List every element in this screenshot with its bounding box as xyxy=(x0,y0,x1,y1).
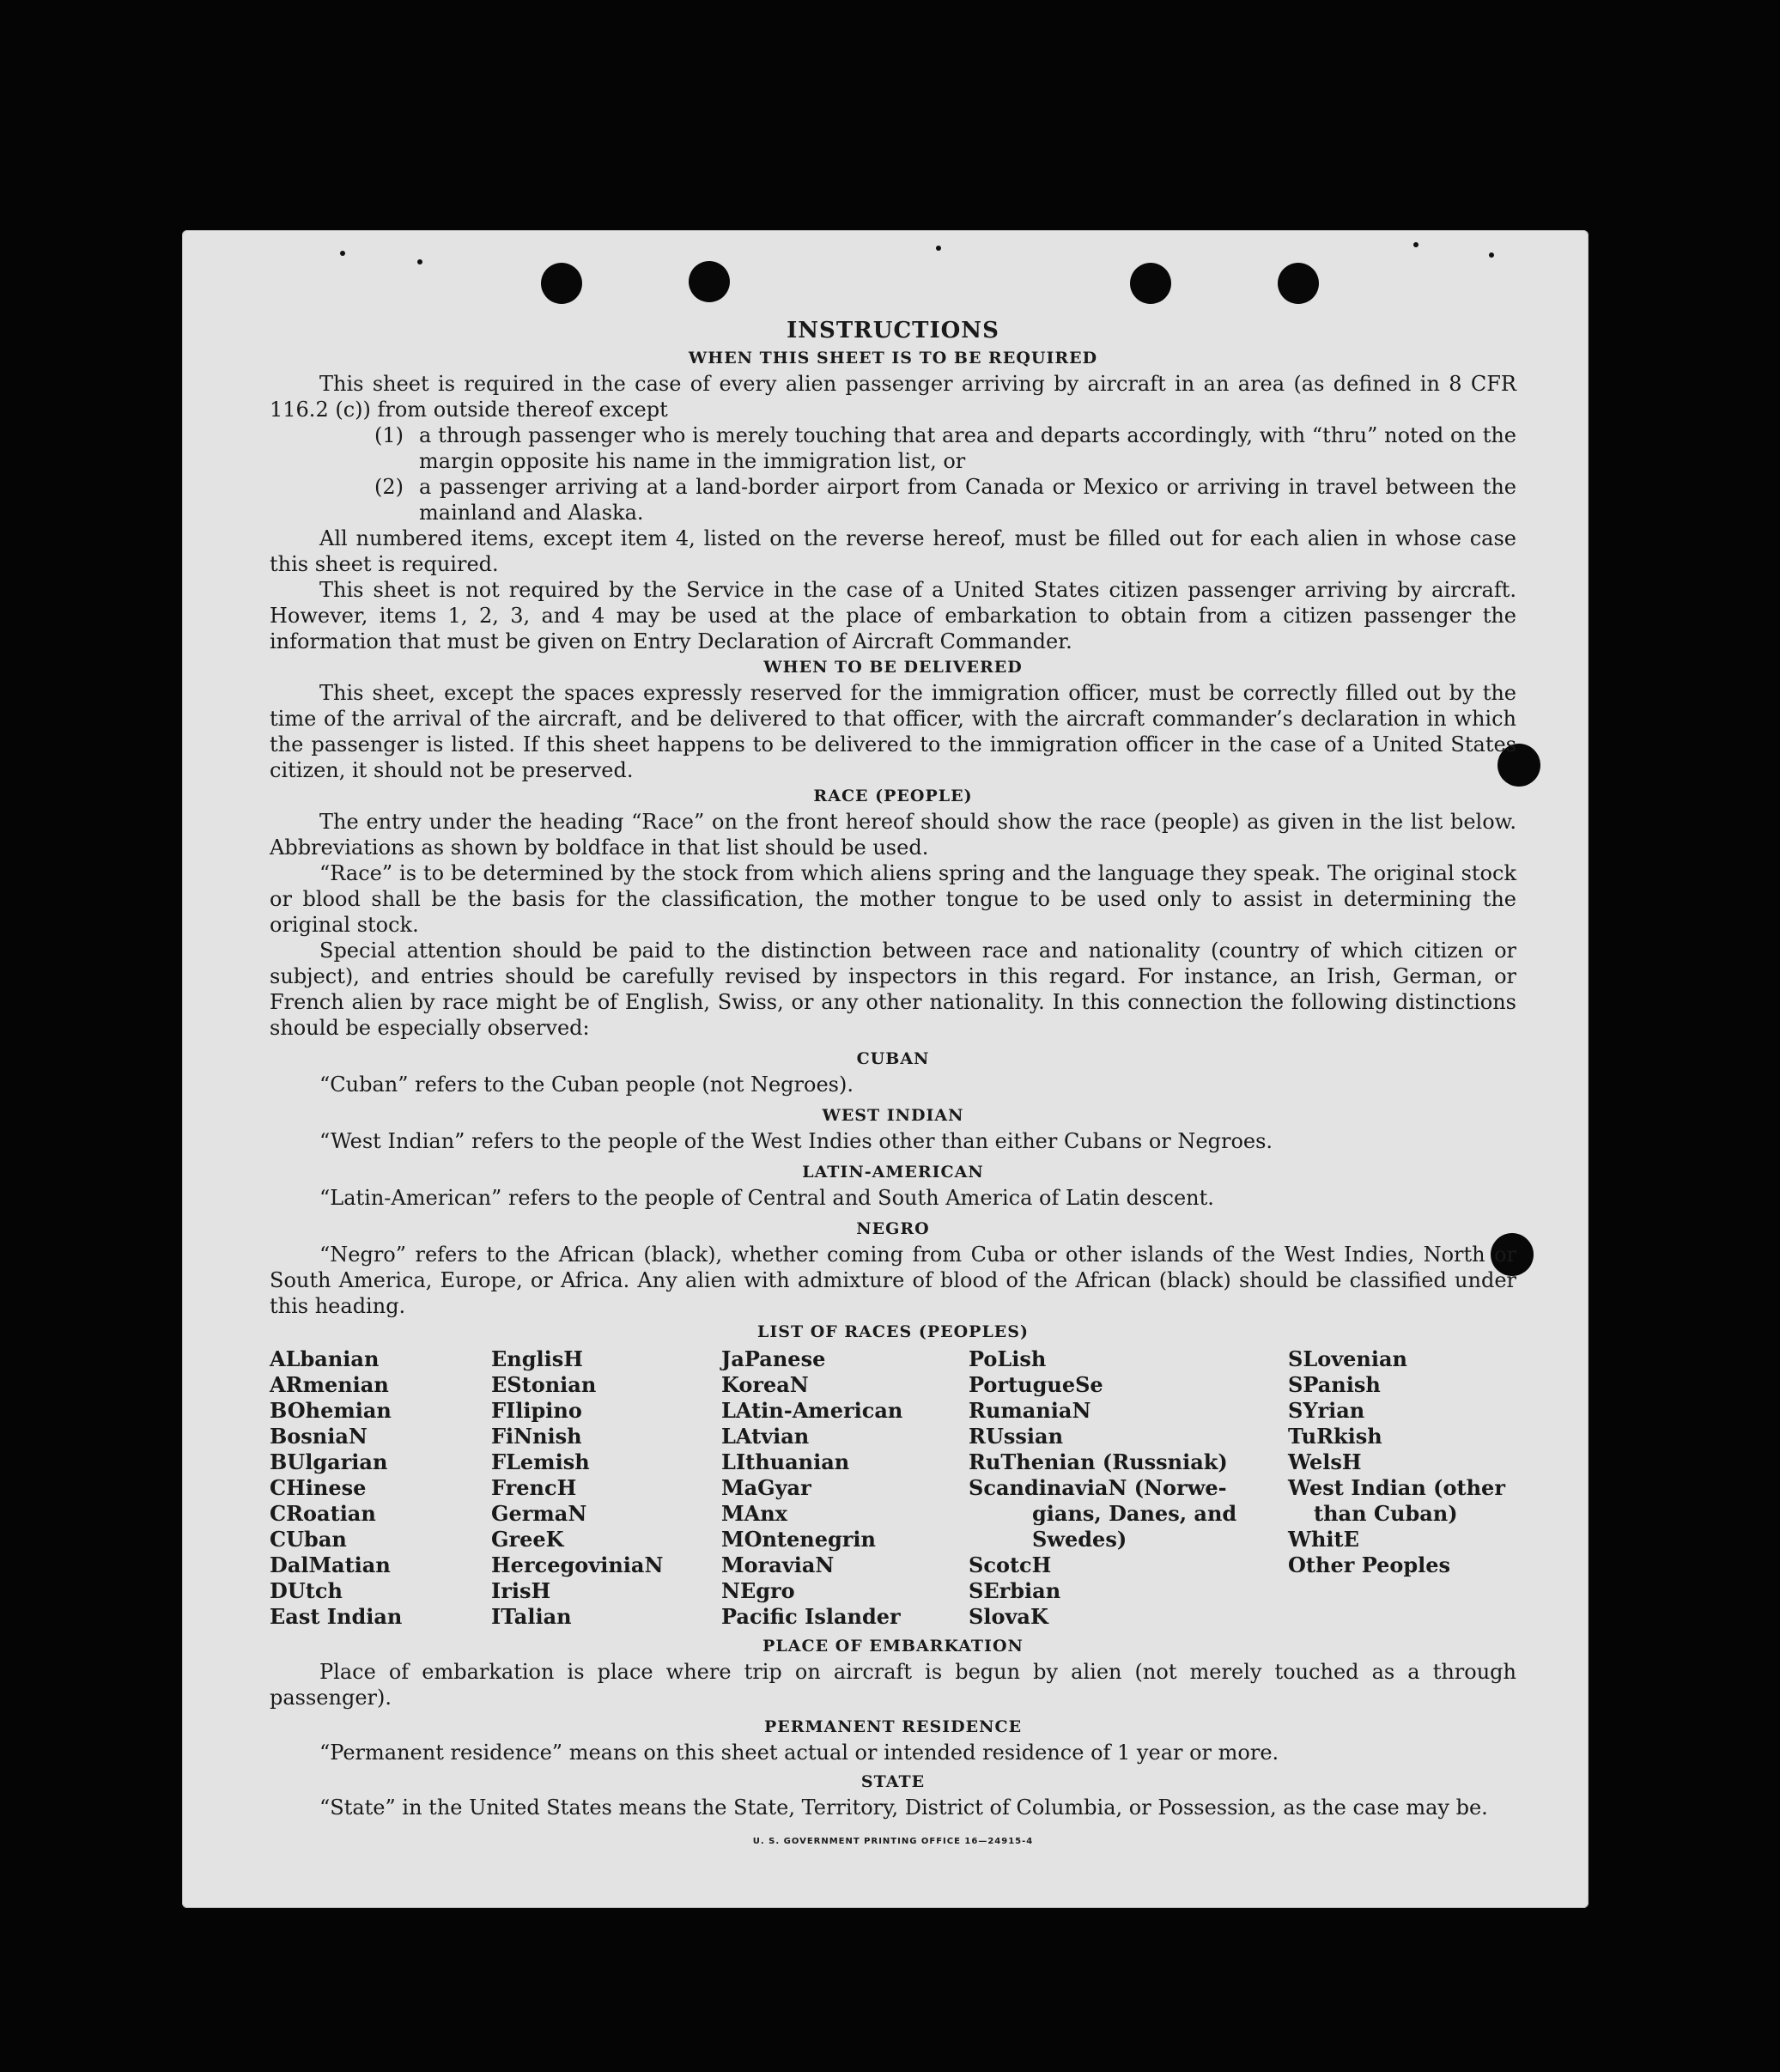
section-heading: PLACE OF EMBARKATION xyxy=(762,1637,1024,1656)
race-entry: PoLish xyxy=(969,1346,1047,1371)
race-entry: RUssian xyxy=(969,1424,1064,1449)
speck xyxy=(1489,252,1494,258)
race-entry: Pacific Islander xyxy=(721,1604,901,1629)
race-entry: MOntenegrin xyxy=(721,1527,876,1552)
race-entry: IrisH xyxy=(491,1578,551,1603)
race-entry: KoreaN xyxy=(721,1372,809,1397)
race-entry: FIlipino xyxy=(491,1398,582,1423)
speck xyxy=(1413,242,1419,247)
race-entry: ScotcH xyxy=(969,1552,1052,1577)
race-entry: DUtch xyxy=(270,1578,343,1603)
race-entry: EStonian xyxy=(491,1372,597,1397)
race-entry: MAnx xyxy=(721,1501,787,1526)
race-entry: MaGyar xyxy=(721,1475,811,1500)
race-entry: GermaN xyxy=(491,1501,587,1526)
paragraph: “State” in the United States means the State, Territory, District of Columbia, or Possession, as the case may be. xyxy=(319,1796,1488,1820)
paragraph: This sheet is not required by the Service in the case of a United States citizen passenger arriving by aircraft. However, items 1, 2, 3, and 4 may be used at the place of embarkation to obtain from a citizen passenger the information that must be given on Entry Declaration of Aircraft Commander. xyxy=(270,578,1516,653)
race-entry: West Indian (other xyxy=(1288,1475,1505,1500)
punch-hole xyxy=(689,261,730,302)
race-entry: CUban xyxy=(270,1527,347,1552)
race-entry: FLemish xyxy=(491,1449,590,1474)
race-entry: LIthuanian xyxy=(721,1449,850,1474)
paragraph: “Permanent residence” means on this sheet actual or intended residence of 1 year or more. xyxy=(319,1741,1279,1765)
paragraph: “Cuban” refers to the Cuban people (not Negroes). xyxy=(319,1072,854,1097)
paragraph: This sheet, except the spaces expressly reserved for the immigration officer, must be correctly filled out by the time of the arrival of the aircraft, and be delivered to that officer, with the aircraft commander’s declaration in which the passenger is listed. If this sheet happens to be delivered to the immigration officer in the case of a United States citizen, it should not be preserved. xyxy=(270,681,1516,782)
race-entry: Other Peoples xyxy=(1288,1552,1451,1577)
item-text: a through passenger who is merely touching that area and departs accordingly, with “thru” noted on the margin opposite his name in the immigration list, or xyxy=(419,423,1516,473)
section-heading: CUBAN xyxy=(856,1049,930,1068)
item-text: a passenger arriving at a land-border airport from Canada or Mexico or arriving in travel between the mainland and Alaska. xyxy=(419,475,1516,525)
paragraph: This sheet is required in the case of every alien passenger arriving by aircraft in an area (as defined in 8 CFR 116.2 (c)) from outside thereof except xyxy=(270,372,1516,422)
paragraph: Special attention should be paid to the distinction between race and nationality (country of which citizen or subject), and entries should be carefully revised by inspectors in this regard. For instance, an Irish, German, or French alien by race might be of English, Swiss, or any other nationality. In this connection the following distinctions should be especially observed: xyxy=(270,939,1516,1040)
race-entry: CHinese xyxy=(270,1475,367,1500)
race-entry: SlovaK xyxy=(969,1604,1048,1629)
race-entry: HercegoviniaN xyxy=(491,1552,664,1577)
race-entry: FiNnish xyxy=(491,1424,582,1449)
punch-hole xyxy=(1130,263,1171,304)
race-column xyxy=(270,1346,491,1630)
section-heading: WHEN TO BE DELIVERED xyxy=(763,658,1023,677)
race-entry: MoraviaN xyxy=(721,1552,835,1577)
race-entry: FrencH xyxy=(491,1475,577,1500)
race-entry: BosniaN xyxy=(270,1424,368,1449)
race-entry: East Indian xyxy=(270,1604,403,1629)
race-entry: NEgro xyxy=(721,1578,795,1603)
race-entry: TuRkish xyxy=(1288,1424,1382,1449)
page-title: INSTRUCTIONS xyxy=(787,318,999,343)
section-heading: RACE (PEOPLE) xyxy=(813,787,973,805)
race-column xyxy=(721,1346,969,1630)
race-entry: than Cuban) xyxy=(1314,1501,1458,1526)
race-entry: LAtin-American xyxy=(721,1398,903,1423)
race-entry: gians, Danes, and xyxy=(1032,1501,1237,1526)
paragraph: “West Indian” refers to the people of the West Indies other than either Cubans or Negroes. xyxy=(319,1129,1273,1153)
speck xyxy=(340,251,345,256)
race-entry: CRoatian xyxy=(270,1501,376,1526)
race-entry: RumaniaN xyxy=(969,1398,1091,1423)
race-entry: SYrian xyxy=(1288,1398,1365,1423)
instructions-content xyxy=(270,318,1516,1855)
race-column xyxy=(969,1346,1288,1630)
race-entry: EnglisH xyxy=(491,1346,583,1371)
race-entry: WelsH xyxy=(1288,1449,1362,1474)
list-item xyxy=(374,474,1516,526)
race-entry: DalMatian xyxy=(270,1552,391,1577)
section-heading: PERMANENT RESIDENCE xyxy=(763,1717,1023,1736)
punch-hole xyxy=(1278,263,1319,304)
item-number: (2) xyxy=(374,475,404,499)
paragraph: “Race” is to be determined by the stock from which aliens spring and the language they speak. The original stock or blood shall be the basis for the classification, the mother tongue to be used only to assist in determining the original stock. xyxy=(270,861,1516,937)
race-entry: ITalian xyxy=(491,1604,572,1629)
race-entry: Swedes) xyxy=(1032,1527,1127,1552)
race-entry: SPanish xyxy=(1288,1372,1381,1397)
race-column xyxy=(1288,1346,1516,1630)
race-entry: ALbanian xyxy=(270,1346,380,1371)
race-entry: BUlgarian xyxy=(270,1449,388,1474)
item-number: (1) xyxy=(374,423,404,447)
speck xyxy=(417,259,422,264)
paragraph: “Latin-American” refers to the people of Central and South America of Latin descent. xyxy=(319,1186,1214,1210)
race-entry: WhitE xyxy=(1288,1527,1359,1552)
section-heading: WHEN THIS SHEET IS TO BE REQUIRED xyxy=(688,349,1098,368)
document-sheet xyxy=(182,230,1589,1908)
section-heading: LATIN-AMERICAN xyxy=(802,1163,984,1182)
race-entry: GreeK xyxy=(491,1527,564,1552)
paragraph: The entry under the heading “Race” on the front hereof should show the race (people) as given in the list below. Abbreviations as shown by boldface in that list should be used. xyxy=(270,810,1516,860)
race-entry: BOhemian xyxy=(270,1398,392,1423)
paragraph: All numbered items, except item 4, listed on the reverse hereof, must be filled out for each alien in whose case this sheet is required. xyxy=(270,526,1516,576)
section-heading: STATE xyxy=(860,1772,926,1791)
race-entry: ARmenian xyxy=(270,1372,389,1397)
race-list xyxy=(270,1346,1516,1630)
speck xyxy=(936,246,941,251)
race-entry: SErbian xyxy=(969,1578,1061,1603)
section-heading: LIST OF RACES (PEOPLES) xyxy=(757,1322,1029,1341)
race-entry: RuThenian (Russniak) xyxy=(969,1449,1228,1474)
race-column xyxy=(491,1346,721,1630)
section-heading: NEGRO xyxy=(856,1219,930,1238)
race-entry: PortugueSe xyxy=(969,1372,1103,1397)
paragraph: “Negro” refers to the African (black), whether coming from Cuba or other islands of the West Indies, North or South America, Europe, or Africa. Any alien with admixture of blood of the African (black) should be classified under this heading. xyxy=(270,1243,1516,1318)
section-heading: WEST INDIAN xyxy=(822,1106,964,1125)
punch-hole xyxy=(541,263,582,304)
race-entry: LAtvian xyxy=(721,1424,810,1449)
race-entry: JaPanese xyxy=(721,1346,826,1371)
race-entry: SLovenian xyxy=(1288,1346,1407,1371)
race-entry: ScandinaviaN (Norwe- xyxy=(969,1475,1227,1500)
printer-imprint: U. S. GOVERNMENT PRINTING OFFICE 16—24915-4 xyxy=(752,1837,1034,1846)
list-item xyxy=(374,422,1516,474)
paragraph: Place of embarkation is place where trip on aircraft is begun by alien (not merely touched as a through passenger). xyxy=(270,1660,1516,1710)
